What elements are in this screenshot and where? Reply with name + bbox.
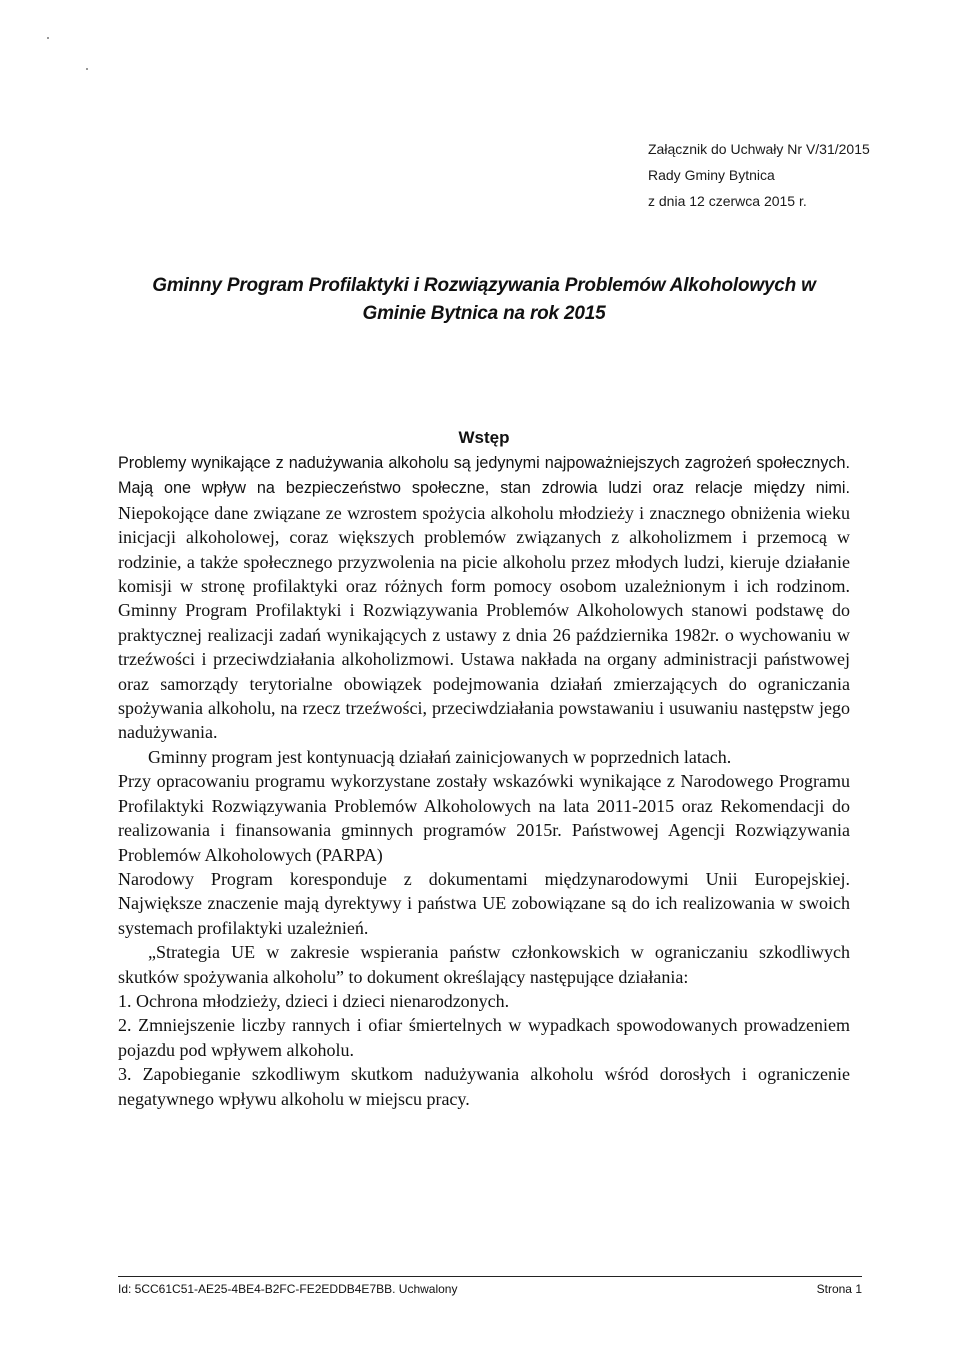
- resolution-attachment-note: [648, 136, 870, 214]
- footer-page-number: Strona 1: [816, 1282, 862, 1296]
- paragraph-eu-strategy: „Strategia UE w zakresie wspierania państw członkowskich w ograniczaniu szkodliwych skutków spożywania alkoholu” to dokument określający następujące działania:: [118, 942, 850, 987]
- list-item: 3. Zapobieganie szkodliwym skutkom nadużywania alkoholu wśród dorosłych i ograniczenie negatywnego wpływu alkoholu w miejscu pracy.: [118, 1064, 850, 1109]
- paragraph-continuation: Gminny program jest kontynuacją działań zainicjowanych w poprzednich latach.: [148, 746, 732, 767]
- scan-speck: [47, 37, 49, 39]
- title-line-2: Gminie Bytnica na rok 2015: [362, 303, 606, 324]
- document-title: [118, 272, 850, 328]
- paragraph-national-program: Narodowy Program koresponduje z dokumentami międzynarodowymi Unii Europejskiej. Największe znaczenie mają dyrektywy i państwa UE zobowiązane są do ich realizowania w swoich systemach profilaktyki uzależnień.: [118, 868, 850, 938]
- paragraph-intro: [118, 450, 850, 745]
- attachment-line: Załącznik do Uchwały Nr V/31/2015: [648, 141, 870, 157]
- section-heading: Wstęp: [458, 428, 510, 447]
- footer-divider: [118, 1276, 862, 1277]
- paragraph-intro-rest: Niepokojące dane związane ze wzrostem spożycia alkoholu młodzieży i znacznego obniżenia wieku inicjacji alkoholowej, coraz większych problemów związanych z alkoholizmem i przemocą w rodzinie, a także społecznego przyzwolenia na picie alkoholu przez młodych ludzi, kieruje działanie komisji w stronę profilaktyki oraz różnych form pomocy osobom uzależnionym i ich rodzinom. Gminny Program Profilaktyki i Rozwiązywania Problemów Alkoholowych stanowi podstawę do praktycznej realizacji zadań wynikających z ustawy z dnia 26 października 1982r. o wychowaniu w trzeźwości i przeciwdziałania alkoholizmowi. Ustawa nakłada na organy administracji państwowej oraz samorządy terytorialne obowiązek podejmowania działań zmierzających do ograniczania spożywania alkoholu, na rzecz trzeźwości, przeciwdziałania powstawaniu i usuwaniu następstw jego nadużywania.: [118, 502, 850, 743]
- list-item: 2. Zmniejszenie liczby rannych i ofiar śmiertelnych w wypadkach spowodowanych prowadzeniem pojazdu pod wpływem alkoholu.: [118, 1015, 850, 1060]
- title-line-1: Gminny Program Profilaktyki i Rozwiązywania Problemów Alkoholowych w: [152, 275, 816, 296]
- council-line: Rady Gminy Bytnica: [648, 167, 775, 183]
- footer-document-id: Id: 5CC61C51-AE25-4BE4-B2FC-FE2EDDB4E7BB. Uchwalony: [118, 1282, 458, 1296]
- scan-speck: [86, 68, 88, 70]
- paragraph-intro-lead: Problemy wynikające z nadużywania alkoholu są jedynymi najpoważniejszych zagrożeń społecznych. Mają one wpływ na bezpieczeństwo społeczne, stan zdrowia ludzi oraz relacje między nimi.: [118, 454, 850, 498]
- list-item: 1. Ochrona młodzieży, dzieci i dzieci nienarodzonych.: [118, 990, 510, 1011]
- paragraph-sources: Przy opracowaniu programu wykorzystane zostały wskazówki wynikające z Narodowego Programu Profilaktyki Rozwiązywania Problemów Alkoholowych na lata 2011-2015 oraz Rekomendacji do realizowania i finansowania gminnych programów 2015r. Państwowej Agencji Rozwiązywania Problemów Alkoholowych (PARPA): [118, 771, 850, 865]
- body-text: [118, 450, 850, 1111]
- date-line: z dnia 12 czerwca 2015 r.: [648, 193, 807, 209]
